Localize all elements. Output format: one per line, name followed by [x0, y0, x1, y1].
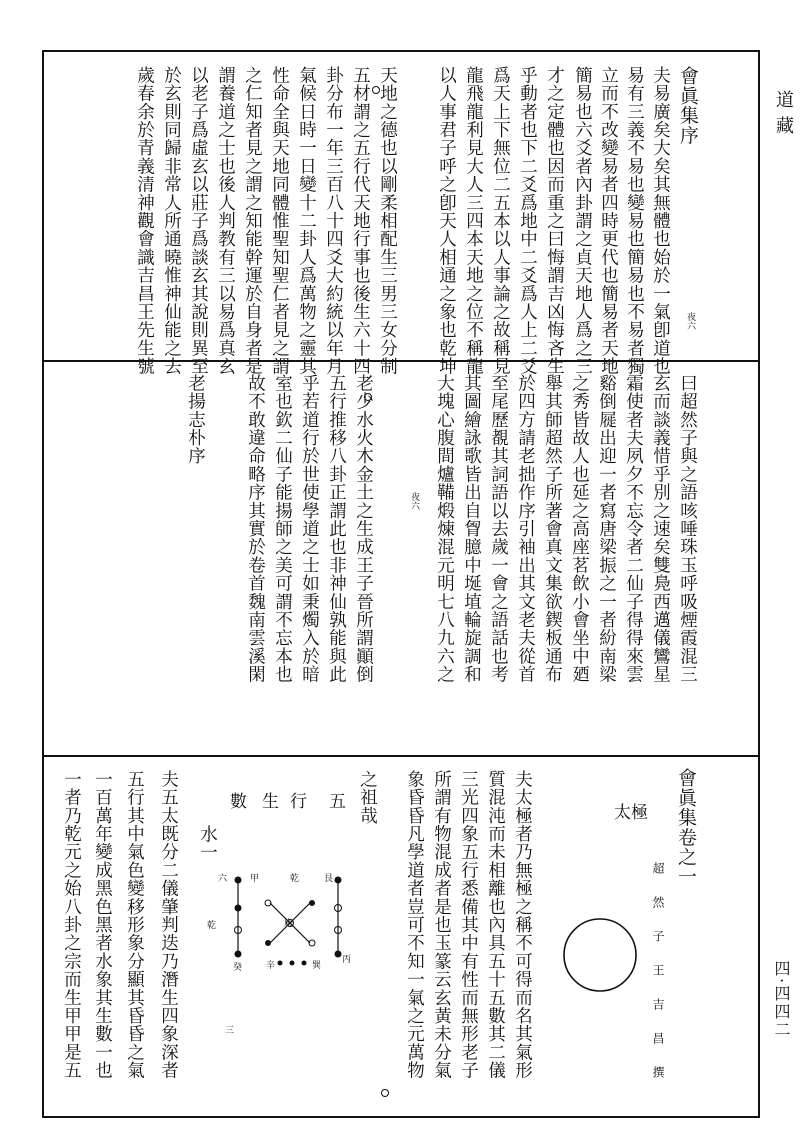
- section2-page-mark: 夜六: [409, 492, 419, 510]
- text-column: 至尾歷覩其詞語以去歲一會之語話也考: [488, 374, 509, 684]
- chart-label: 丙: [342, 955, 352, 965]
- text-column: 易有三義不易也變易也簡易也不易者獨: [624, 66, 645, 376]
- section1-page-mark: 夜六: [685, 312, 695, 330]
- text-column: 歲春余於青義清神觀會識吉昌王先生號: [134, 66, 155, 376]
- heading-char: 五: [329, 792, 346, 812]
- text-column: 霜使者夫夙夕不忘令者二仙子得得來雲: [623, 374, 644, 684]
- taiji-label: 太極: [614, 803, 648, 823]
- text-column: 夫五太既分二儀肇判迭乃潛生四象深者: [158, 770, 179, 1080]
- chart-label: 甲: [250, 874, 260, 884]
- text-column: 天地之德也以剛柔相配生三男三女分制: [377, 66, 398, 376]
- text-column: 象昏昏凡學道者豈可不知一氣之元萬物: [404, 770, 425, 1080]
- text-column: 五行其中氣色變移形象分顯其昏昏之氣: [124, 770, 145, 1080]
- circle-marker-icon: [380, 1088, 390, 1098]
- text-column: 夫太極者乃無極之稱不可得而名其氣形: [512, 770, 533, 1080]
- text-column: 氣候日時一日變十二卦人爲萬物之靈其: [296, 66, 317, 376]
- text-column: 之秀皆故人也延之高座茗飲小會坐中廼: [569, 374, 590, 684]
- section1-title: 會眞集序: [677, 66, 699, 145]
- heading-char: 生: [262, 792, 279, 812]
- text-column: 所謂有物混成者是也玉篆云玄黃未分氣: [431, 770, 452, 1080]
- text-column: 一百萬年變成黑色黑者水象其生數一也: [92, 770, 113, 1080]
- text-column: 以人事君子呼之卽天人相通之象也乾坤: [436, 66, 457, 376]
- text-column: 質混沌而未相離也內具五十五數其二儀: [485, 770, 506, 1080]
- section3-author: 超然子王吉昌撰: [651, 862, 665, 1100]
- text-column: 大塊心腹間爐鞴煅煉混元明七八九六之: [434, 374, 455, 684]
- text-column: 乎若道行於世使學道之士如秉燭入於暗: [299, 374, 320, 684]
- text-column: 三光四象五行悉備其中有性而無形老子: [458, 770, 479, 1080]
- text-column: 以老子爲虛玄以莊子爲談玄其說則異至: [188, 66, 209, 376]
- text-column: 才之定體也因而重之曰悔謂吉凶悔吝生: [544, 66, 565, 376]
- text-column: 爲天上下無位二五本以人事論之故稱見: [490, 66, 511, 376]
- text-column: 龍飛龍利見大人三四本天地之位不稱龍: [463, 66, 484, 376]
- text-column: 其圖繪詠歌皆出自胷臆中埏埴輪旋調和: [461, 374, 482, 684]
- chart-label: 巽: [312, 961, 322, 971]
- chart-label: 艮: [324, 874, 334, 884]
- text-column: 一者乃乾元之始八卦之宗而生甲甲是五: [61, 770, 82, 1080]
- text-column: 立而不改變易者四時更代也簡易者天地: [598, 66, 619, 376]
- text-column: 簡易也六爻者內卦謂之貞天地人爲之三: [572, 66, 593, 376]
- circle-marker-icon: [371, 85, 381, 95]
- taiji-circle-diagram: [560, 915, 640, 995]
- text-column: 五材謂之五行代天地行事也後生六十四: [350, 66, 371, 376]
- text-column: 之仁知者見之謂之知能幹運於自身者是: [242, 66, 263, 376]
- text-column: 五行推移八卦正謂此也非神仙孰能與此: [326, 374, 347, 684]
- chart-label: 乾: [205, 920, 215, 929]
- margin-collection-title: 道藏: [773, 90, 794, 142]
- water-label: 水一: [197, 825, 218, 862]
- text-column: 玄而談義惜乎別之速矣雙鳧西邁儀鸞星: [650, 374, 671, 684]
- section-divider-lower: [42, 755, 760, 757]
- chart-label: 庚: [284, 919, 294, 929]
- section3-title: 會眞集卷之一: [675, 768, 697, 887]
- text-column: 谿倒屣出迎一者寫唐梁振之一者紛南梁: [596, 374, 617, 684]
- diagram-labels: [200, 868, 360, 978]
- text-column: 乎動者也下二爻爲地中二爻爲人上二爻: [517, 66, 538, 376]
- text-column: 性命全與天地同體惟聖知聖仁者見之謂: [269, 66, 290, 376]
- chart-label: 辛: [266, 961, 276, 971]
- text-column: 於玄則同歸非常人所通曉惟神仙能之去: [161, 66, 182, 376]
- text-column: 老揚志朴序: [185, 374, 206, 465]
- text-column: 曰超然子與之語咳唾珠玉呼吸煙霞混三: [677, 374, 698, 684]
- text-column: 夫易廣矣大矣其無體也始於一氣卽道也: [650, 66, 671, 376]
- heading-char: 數: [230, 792, 247, 812]
- margin-page-number: 四‧四四二: [772, 960, 791, 1040]
- text-column: 室也欽二仙子能揚師之美可謂不忘本也: [272, 374, 293, 684]
- text-column: 於四方請老拙作序引袖出其文老夫從首: [515, 374, 536, 684]
- text-column: 卦分布一年三百八十四爻大約統以年月: [323, 66, 344, 376]
- text-column: 謂養道之士也後人判教有三以易爲真玄: [215, 66, 236, 376]
- text-column: 故不敢違命略序其實於卷首魏南雲溪閑: [245, 374, 266, 684]
- heading-char: 行: [290, 792, 307, 812]
- text-column: 老少水火木金土之生成王子晉所謂顚倒: [353, 374, 374, 684]
- text-column: 舉其師超然子所著會真文集欲鍥板通布: [542, 374, 563, 684]
- text-column: 之祖哉: [357, 770, 378, 825]
- chart-label: 六: [218, 874, 228, 884]
- chart-label: 癸: [233, 963, 243, 973]
- chart-label: 乾: [290, 874, 300, 884]
- circle-marker-icon: [363, 392, 373, 402]
- chart-label: 三: [223, 1025, 233, 1034]
